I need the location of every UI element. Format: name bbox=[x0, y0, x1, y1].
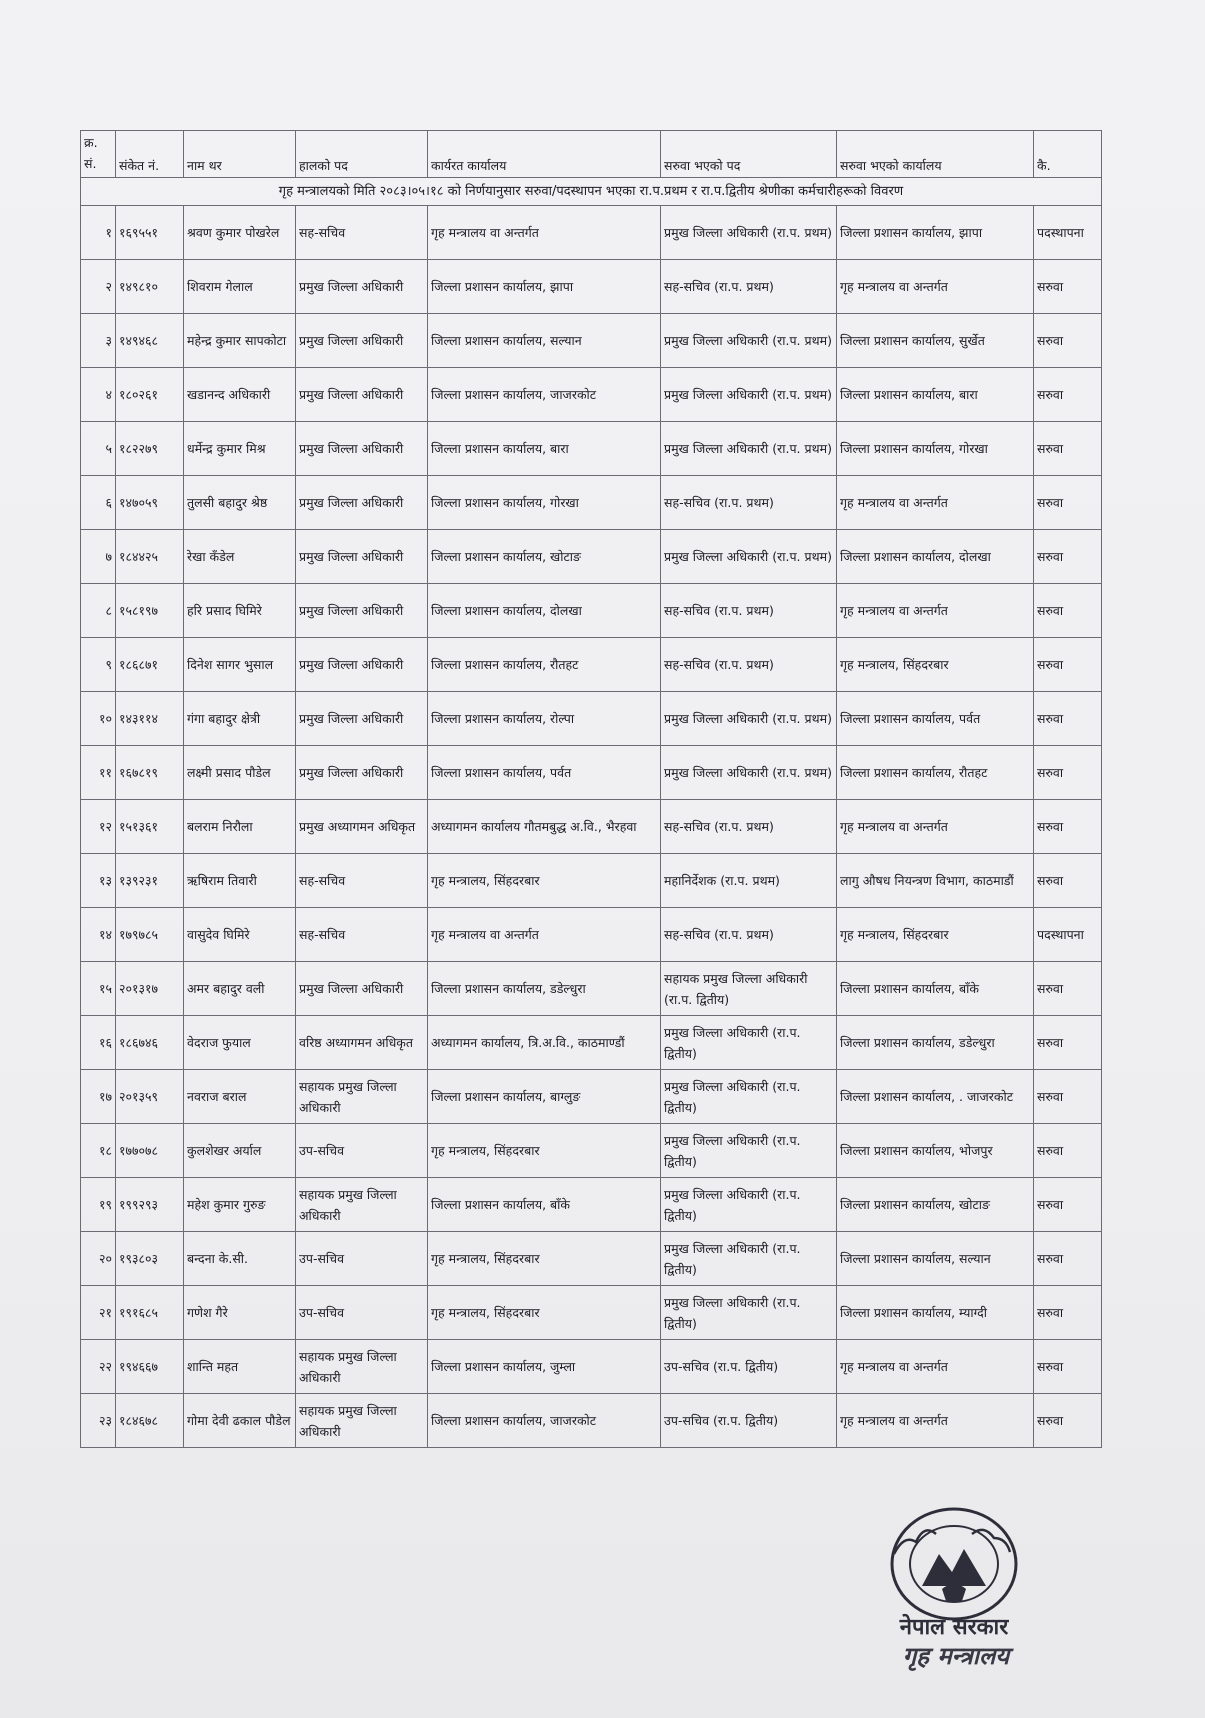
cell-name: दिनेश सागर भुसाल bbox=[184, 638, 296, 692]
cell-sn: ४ bbox=[81, 368, 116, 422]
table-row bbox=[81, 314, 1102, 368]
cell-new-office: गृह मन्त्रालय वा अन्तर्गत bbox=[837, 476, 1034, 530]
cell-new-office: जिल्ला प्रशासन कार्यालय, डडेल्धुरा bbox=[837, 1016, 1034, 1070]
cell-post: प्रमुख अध्यागमन अधिकृत bbox=[296, 800, 428, 854]
cell-remark: सरुवा bbox=[1034, 1124, 1102, 1178]
cell-new-office: जिल्ला प्रशासन कार्यालय, बाँके bbox=[837, 962, 1034, 1016]
cell-new-office: गृह मन्त्रालय, सिंहदरबार bbox=[837, 908, 1034, 962]
cell-code: १९१६८५ bbox=[116, 1286, 184, 1340]
cell-name: तुलसी बहादुर श्रेष्ठ bbox=[184, 476, 296, 530]
cell-new-post: सह-सचिव (रा.प. प्रथम) bbox=[661, 260, 837, 314]
cell-post: प्रमुख जिल्ला अधिकारी bbox=[296, 692, 428, 746]
cell-sn: ७ bbox=[81, 530, 116, 584]
cell-new-post: सह-सचिव (रा.प. प्रथम) bbox=[661, 908, 837, 962]
cell-new-post: प्रमुख जिल्ला अधिकारी (रा.प. द्वितीय) bbox=[661, 1232, 837, 1286]
table-row bbox=[81, 584, 1102, 638]
cell-office: गृह मन्त्रालय, सिंहदरबार bbox=[428, 1232, 661, 1286]
cell-office: गृह मन्त्रालय, सिंहदरबार bbox=[428, 854, 661, 908]
table-row bbox=[81, 800, 1102, 854]
cell-code: १४९४६८ bbox=[116, 314, 184, 368]
cell-new-office: लागु औषध नियन्त्रण विभाग, काठमाडौं bbox=[837, 854, 1034, 908]
cell-new-office: गृह मन्त्रालय वा अन्तर्गत bbox=[837, 260, 1034, 314]
cell-sn: १३ bbox=[81, 854, 116, 908]
cell-name: खडानन्द अधिकारी bbox=[184, 368, 296, 422]
cell-code: २०१३५९ bbox=[116, 1070, 184, 1124]
cell-office: जिल्ला प्रशासन कार्यालय, गोरखा bbox=[428, 476, 661, 530]
cell-remark: सरुवा bbox=[1034, 962, 1102, 1016]
table-title: गृह मन्त्रालयको मिति २०८३।०५।१८ को निर्णयानुसार सरुवा/पदस्थापन भएका रा.प.प्रथम र रा.प.द्वितीय श्रेणीका कर्मचारीहरूको विवरण bbox=[81, 178, 1102, 206]
cell-code: १८६७४६ bbox=[116, 1016, 184, 1070]
cell-code: १८४६७८ bbox=[116, 1394, 184, 1448]
cell-remark: सरुवा bbox=[1034, 1340, 1102, 1394]
seal-text-1: नेपाल सरकार bbox=[899, 1615, 1009, 1640]
cell-post: प्रमुख जिल्ला अधिकारी bbox=[296, 260, 428, 314]
cell-sn: २ bbox=[81, 260, 116, 314]
cell-remark: सरुवा bbox=[1034, 260, 1102, 314]
cell-code: १९४६६७ bbox=[116, 1340, 184, 1394]
cell-post: सहायक प्रमुख जिल्ला अधिकारी bbox=[296, 1070, 428, 1124]
cell-remark: सरुवा bbox=[1034, 368, 1102, 422]
header-new-post: सरुवा भएको पद bbox=[661, 131, 837, 178]
cell-post: सह-सचिव bbox=[296, 206, 428, 260]
cell-code: २०१३१७ bbox=[116, 962, 184, 1016]
cell-sn: ५ bbox=[81, 422, 116, 476]
cell-sn: १६ bbox=[81, 1016, 116, 1070]
cell-new-office: जिल्ला प्रशासन कार्यालय, झापा bbox=[837, 206, 1034, 260]
cell-remark: पदस्थापना bbox=[1034, 908, 1102, 962]
table-row bbox=[81, 476, 1102, 530]
cell-office: जिल्ला प्रशासन कार्यालय, डडेल्धुरा bbox=[428, 962, 661, 1016]
cell-new-post: प्रमुख जिल्ला अधिकारी (रा.प. द्वितीय) bbox=[661, 1178, 837, 1232]
cell-office: गृह मन्त्रालय वा अन्तर्गत bbox=[428, 206, 661, 260]
cell-name: महेश कुमार गुरुङ bbox=[184, 1178, 296, 1232]
cell-new-office: जिल्ला प्रशासन कार्यालय, पर्वत bbox=[837, 692, 1034, 746]
cell-sn: १४ bbox=[81, 908, 116, 962]
cell-post: सहायक प्रमुख जिल्ला अधिकारी bbox=[296, 1178, 428, 1232]
cell-sn: ८ bbox=[81, 584, 116, 638]
cell-new-office: जिल्ला प्रशासन कार्यालय, सल्यान bbox=[837, 1232, 1034, 1286]
header-remark: कै. bbox=[1034, 131, 1102, 178]
cell-post: सहायक प्रमुख जिल्ला अधिकारी bbox=[296, 1394, 428, 1448]
table-row bbox=[81, 1016, 1102, 1070]
cell-name: गंगा बहादुर क्षेत्री bbox=[184, 692, 296, 746]
cell-remark: पदस्थापना bbox=[1034, 206, 1102, 260]
cell-sn: १५ bbox=[81, 962, 116, 1016]
table-row bbox=[81, 368, 1102, 422]
header-name: नाम थर bbox=[184, 131, 296, 178]
cell-code: १६९५५१ bbox=[116, 206, 184, 260]
cell-remark: सरुवा bbox=[1034, 638, 1102, 692]
cell-office: जिल्ला प्रशासन कार्यालय, जुम्ला bbox=[428, 1340, 661, 1394]
header-code: संकेत नं. bbox=[116, 131, 184, 178]
cell-post: प्रमुख जिल्ला अधिकारी bbox=[296, 314, 428, 368]
cell-new-post: सह-सचिव (रा.प. प्रथम) bbox=[661, 638, 837, 692]
cell-new-office: जिल्ला प्रशासन कार्यालय, म्याग्दी bbox=[837, 1286, 1034, 1340]
cell-office: जिल्ला प्रशासन कार्यालय, जाजरकोट bbox=[428, 1394, 661, 1448]
cell-office: जिल्ला प्रशासन कार्यालय, खोटाङ bbox=[428, 530, 661, 584]
cell-new-post: उप-सचिव (रा.प. द्वितीय) bbox=[661, 1340, 837, 1394]
cell-new-post: प्रमुख जिल्ला अधिकारी (रा.प. द्वितीय) bbox=[661, 1016, 837, 1070]
cell-code: १८०२६१ bbox=[116, 368, 184, 422]
cell-new-post: प्रमुख जिल्ला अधिकारी (रा.प. प्रथम) bbox=[661, 746, 837, 800]
cell-remark: सरुवा bbox=[1034, 476, 1102, 530]
cell-remark: सरुवा bbox=[1034, 854, 1102, 908]
cell-new-post: सह-सचिव (रा.प. प्रथम) bbox=[661, 800, 837, 854]
cell-new-office: जिल्ला प्रशासन कार्यालय, बारा bbox=[837, 368, 1034, 422]
cell-name: रेखा कँडेल bbox=[184, 530, 296, 584]
cell-sn: १७ bbox=[81, 1070, 116, 1124]
cell-new-post: महानिर्देशक (रा.प. प्रथम) bbox=[661, 854, 837, 908]
cell-name: श्रवण कुमार पोखरेल bbox=[184, 206, 296, 260]
cell-office: जिल्ला प्रशासन कार्यालय, रौतहट bbox=[428, 638, 661, 692]
cell-code: १९३८०३ bbox=[116, 1232, 184, 1286]
cell-code: १५८१९७ bbox=[116, 584, 184, 638]
cell-sn: १९ bbox=[81, 1178, 116, 1232]
cell-name: गणेश गैरे bbox=[184, 1286, 296, 1340]
table-row bbox=[81, 1178, 1102, 1232]
cell-new-post: सहायक प्रमुख जिल्ला अधिकारी (रा.प. द्वितीय) bbox=[661, 962, 837, 1016]
cell-office: गृह मन्त्रालय, सिंहदरबार bbox=[428, 1286, 661, 1340]
cell-office: जिल्ला प्रशासन कार्यालय, झापा bbox=[428, 260, 661, 314]
cell-name: लक्ष्मी प्रसाद पौडेल bbox=[184, 746, 296, 800]
cell-sn: १० bbox=[81, 692, 116, 746]
cell-new-post: प्रमुख जिल्ला अधिकारी (रा.प. प्रथम) bbox=[661, 530, 837, 584]
cell-new-office: गृह मन्त्रालय वा अन्तर्गत bbox=[837, 1340, 1034, 1394]
cell-remark: सरुवा bbox=[1034, 800, 1102, 854]
table-row bbox=[81, 638, 1102, 692]
header-sn: क्र. सं. bbox=[81, 131, 116, 178]
table-row bbox=[81, 260, 1102, 314]
cell-post: वरिष्ठ अध्यागमन अधिकृत bbox=[296, 1016, 428, 1070]
cell-remark: सरुवा bbox=[1034, 1394, 1102, 1448]
cell-new-post: उप-सचिव (रा.प. द्वितीय) bbox=[661, 1394, 837, 1448]
cell-new-post: प्रमुख जिल्ला अधिकारी (रा.प. प्रथम) bbox=[661, 422, 837, 476]
cell-name: शान्ति महत bbox=[184, 1340, 296, 1394]
cell-new-post: प्रमुख जिल्ला अधिकारी (रा.प. प्रथम) bbox=[661, 314, 837, 368]
cell-post: प्रमुख जिल्ला अधिकारी bbox=[296, 962, 428, 1016]
cell-office: जिल्ला प्रशासन कार्यालय, बाँके bbox=[428, 1178, 661, 1232]
cell-office: जिल्ला प्रशासन कार्यालय, दोलखा bbox=[428, 584, 661, 638]
cell-name: महेन्द्र कुमार सापकोटा bbox=[184, 314, 296, 368]
cell-post: प्रमुख जिल्ला अधिकारी bbox=[296, 476, 428, 530]
cell-name: वासुदेव घिमिरे bbox=[184, 908, 296, 962]
seal-text-2: गृह मन्त्रालय bbox=[902, 1641, 1010, 1670]
cell-sn: २२ bbox=[81, 1340, 116, 1394]
cell-sn: १ bbox=[81, 206, 116, 260]
cell-post: उप-सचिव bbox=[296, 1232, 428, 1286]
cell-new-post: प्रमुख जिल्ला अधिकारी (रा.प. द्वितीय) bbox=[661, 1070, 837, 1124]
cell-post: उप-सचिव bbox=[296, 1124, 428, 1178]
cell-code: १९९२९३ bbox=[116, 1178, 184, 1232]
cell-office: जिल्ला प्रशासन कार्यालय, रोल्पा bbox=[428, 692, 661, 746]
header-row bbox=[81, 131, 1102, 178]
cell-new-post: प्रमुख जिल्ला अधिकारी (रा.प. प्रथम) bbox=[661, 368, 837, 422]
cell-sn: १२ bbox=[81, 800, 116, 854]
cell-remark: सरुवा bbox=[1034, 1178, 1102, 1232]
cell-new-office: गृह मन्त्रालय वा अन्तर्गत bbox=[837, 584, 1034, 638]
cell-name: अमर बहादुर वली bbox=[184, 962, 296, 1016]
table-row bbox=[81, 422, 1102, 476]
cell-sn: ३ bbox=[81, 314, 116, 368]
cell-code: १७९७८५ bbox=[116, 908, 184, 962]
cell-new-office: गृह मन्त्रालय, सिंहदरबार bbox=[837, 638, 1034, 692]
cell-new-post: सह-सचिव (रा.प. प्रथम) bbox=[661, 584, 837, 638]
cell-remark: सरुवा bbox=[1034, 1232, 1102, 1286]
table-row bbox=[81, 746, 1102, 800]
cell-post: सह-सचिव bbox=[296, 908, 428, 962]
cell-post: उप-सचिव bbox=[296, 1286, 428, 1340]
table-row bbox=[81, 530, 1102, 584]
cell-office: जिल्ला प्रशासन कार्यालय, सल्यान bbox=[428, 314, 661, 368]
cell-sn: २१ bbox=[81, 1286, 116, 1340]
table-row bbox=[81, 206, 1102, 260]
cell-new-office: जिल्ला प्रशासन कार्यालय, भोजपुर bbox=[837, 1124, 1034, 1178]
header-post: हालको पद bbox=[296, 131, 428, 178]
cell-new-office: गृह मन्त्रालय वा अन्तर्गत bbox=[837, 800, 1034, 854]
table-row bbox=[81, 1394, 1102, 1448]
cell-code: १८४४२५ bbox=[116, 530, 184, 584]
document-sheet bbox=[80, 130, 1101, 1448]
cell-name: वेदराज फुयाल bbox=[184, 1016, 296, 1070]
transfer-table bbox=[80, 130, 1102, 1448]
cell-code: १८२२७९ bbox=[116, 422, 184, 476]
cell-office: अध्यागमन कार्यालय गौतमबुद्ध अ.वि., भैरहवा bbox=[428, 800, 661, 854]
cell-code: १७७०७८ bbox=[116, 1124, 184, 1178]
table-row bbox=[81, 908, 1102, 962]
cell-name: गोमा देवी ढकाल पौडेल bbox=[184, 1394, 296, 1448]
cell-post: प्रमुख जिल्ला अधिकारी bbox=[296, 368, 428, 422]
cell-office: गृह मन्त्रालय, सिंहदरबार bbox=[428, 1124, 661, 1178]
cell-new-office: जिल्ला प्रशासन कार्यालय, गोरखा bbox=[837, 422, 1034, 476]
header-office: कार्यरत कार्यालय bbox=[428, 131, 661, 178]
table-row bbox=[81, 1340, 1102, 1394]
cell-code: १४७०५९ bbox=[116, 476, 184, 530]
cell-office: जिल्ला प्रशासन कार्यालय, जाजरकोट bbox=[428, 368, 661, 422]
cell-sn: २० bbox=[81, 1232, 116, 1286]
cell-name: नवराज बराल bbox=[184, 1070, 296, 1124]
government-seal bbox=[864, 1494, 1044, 1674]
cell-remark: सरुवा bbox=[1034, 746, 1102, 800]
cell-remark: सरुवा bbox=[1034, 1070, 1102, 1124]
cell-new-post: प्रमुख जिल्ला अधिकारी (रा.प. प्रथम) bbox=[661, 692, 837, 746]
cell-sn: १८ bbox=[81, 1124, 116, 1178]
cell-remark: सरुवा bbox=[1034, 314, 1102, 368]
table-row bbox=[81, 962, 1102, 1016]
table-row bbox=[81, 692, 1102, 746]
cell-new-post: प्रमुख जिल्ला अधिकारी (रा.प. द्वितीय) bbox=[661, 1286, 837, 1340]
cell-name: हरि प्रसाद घिमिरे bbox=[184, 584, 296, 638]
cell-new-office: जिल्ला प्रशासन कार्यालय, सुर्खेत bbox=[837, 314, 1034, 368]
cell-new-office: जिल्ला प्रशासन कार्यालय, खोटाङ bbox=[837, 1178, 1034, 1232]
cell-new-post: प्रमुख जिल्ला अधिकारी (रा.प. प्रथम) bbox=[661, 206, 837, 260]
cell-code: १८६८७१ bbox=[116, 638, 184, 692]
cell-remark: सरुवा bbox=[1034, 422, 1102, 476]
cell-code: १४९८१० bbox=[116, 260, 184, 314]
cell-post: प्रमुख जिल्ला अधिकारी bbox=[296, 746, 428, 800]
table-row bbox=[81, 854, 1102, 908]
cell-name: धर्मेन्द्र कुमार मिश्र bbox=[184, 422, 296, 476]
cell-post: सहायक प्रमुख जिल्ला अधिकारी bbox=[296, 1340, 428, 1394]
cell-code: १३९२३१ bbox=[116, 854, 184, 908]
table-row bbox=[81, 1124, 1102, 1178]
cell-new-office: जिल्ला प्रशासन कार्यालय, दोलखा bbox=[837, 530, 1034, 584]
cell-office: गृह मन्त्रालय वा अन्तर्गत bbox=[428, 908, 661, 962]
cell-name: बलराम निरौला bbox=[184, 800, 296, 854]
cell-office: अध्यागमन कार्यालय, त्रि.अ.वि., काठमाण्डौं bbox=[428, 1016, 661, 1070]
cell-remark: सरुवा bbox=[1034, 692, 1102, 746]
table-row bbox=[81, 1286, 1102, 1340]
cell-office: जिल्ला प्रशासन कार्यालय, पर्वत bbox=[428, 746, 661, 800]
cell-remark: सरुवा bbox=[1034, 1016, 1102, 1070]
table-row bbox=[81, 1232, 1102, 1286]
cell-office: जिल्ला प्रशासन कार्यालय, बाग्लुङ bbox=[428, 1070, 661, 1124]
table-row bbox=[81, 1070, 1102, 1124]
cell-name: कुलशेखर अर्याल bbox=[184, 1124, 296, 1178]
cell-new-post: सह-सचिव (रा.प. प्रथम) bbox=[661, 476, 837, 530]
cell-post: प्रमुख जिल्ला अधिकारी bbox=[296, 530, 428, 584]
cell-new-office: जिल्ला प्रशासन कार्यालय, रौतहट bbox=[837, 746, 1034, 800]
cell-sn: ११ bbox=[81, 746, 116, 800]
cell-post: प्रमुख जिल्ला अधिकारी bbox=[296, 584, 428, 638]
cell-code: १४३११४ bbox=[116, 692, 184, 746]
cell-post: सह-सचिव bbox=[296, 854, 428, 908]
cell-remark: सरुवा bbox=[1034, 530, 1102, 584]
cell-name: बन्दना के.सी. bbox=[184, 1232, 296, 1286]
cell-new-post: प्रमुख जिल्ला अधिकारी (रा.प. द्वितीय) bbox=[661, 1124, 837, 1178]
cell-sn: २३ bbox=[81, 1394, 116, 1448]
cell-new-office: जिल्ला प्रशासन कार्यालय, . जाजरकोट bbox=[837, 1070, 1034, 1124]
cell-name: शिवराम गेलाल bbox=[184, 260, 296, 314]
cell-remark: सरुवा bbox=[1034, 584, 1102, 638]
cell-post: प्रमुख जिल्ला अधिकारी bbox=[296, 638, 428, 692]
cell-code: १५१३६१ bbox=[116, 800, 184, 854]
cell-post: प्रमुख जिल्ला अधिकारी bbox=[296, 422, 428, 476]
cell-name: ऋषिराम तिवारी bbox=[184, 854, 296, 908]
cell-new-office: गृह मन्त्रालय वा अन्तर्गत bbox=[837, 1394, 1034, 1448]
cell-sn: ६ bbox=[81, 476, 116, 530]
header-new-office: सरुवा भएको कार्यालय bbox=[837, 131, 1034, 178]
cell-sn: ९ bbox=[81, 638, 116, 692]
cell-code: १६७८१९ bbox=[116, 746, 184, 800]
cell-office: जिल्ला प्रशासन कार्यालय, बारा bbox=[428, 422, 661, 476]
cell-remark: सरुवा bbox=[1034, 1286, 1102, 1340]
